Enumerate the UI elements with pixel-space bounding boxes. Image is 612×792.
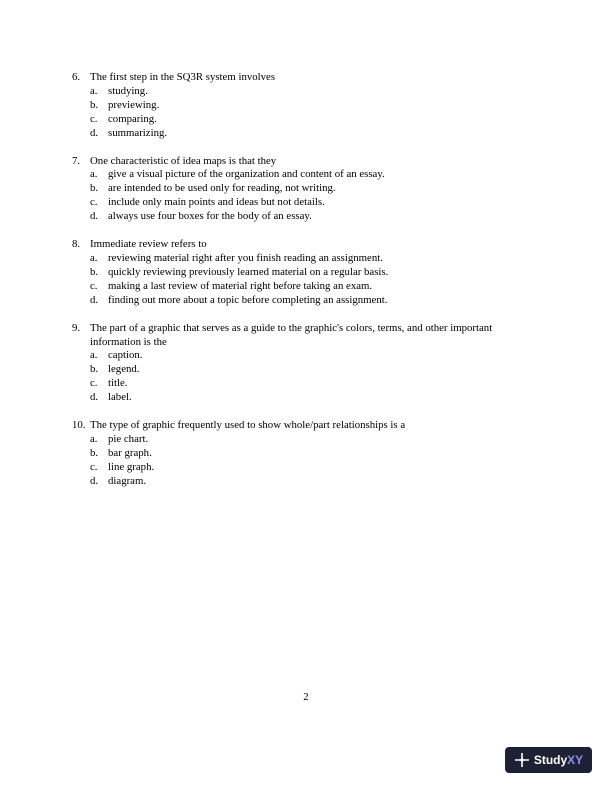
- option-letter: a.: [90, 349, 98, 362]
- option-text: are intended to be used only for reading, not writing.: [108, 182, 336, 195]
- question-7: [72, 155, 542, 225]
- option-text: reviewing material right after you finish reading an assignment.: [108, 251, 383, 264]
- option-text: previewing.: [108, 98, 160, 111]
- option-text: making a last review of material right before taking an exam.: [108, 279, 373, 292]
- answer-option: [72, 391, 542, 405]
- option-letter: d.: [90, 126, 99, 139]
- option-text: title.: [108, 377, 128, 390]
- option-text: pie chart.: [108, 432, 149, 445]
- page-number: 2: [303, 691, 309, 703]
- option-letter: d.: [90, 474, 99, 487]
- option-letter: b.: [90, 446, 99, 459]
- answer-option: [72, 447, 542, 461]
- answer-option: [72, 85, 542, 99]
- question-text: Immediate review refers to: [90, 238, 207, 251]
- option-letter: c.: [90, 196, 98, 209]
- plus-sparkle-icon: [514, 752, 530, 768]
- answer-option: [72, 377, 542, 391]
- option-letter: c.: [90, 112, 98, 125]
- question-text: The type of graphic frequently used to show whole/part relationships is a: [90, 419, 406, 432]
- studyxy-badge[interactable]: [505, 747, 592, 773]
- answer-option: [72, 280, 542, 294]
- answer-option: [72, 99, 542, 113]
- option-letter: b.: [90, 265, 99, 278]
- option-text: summarizing.: [108, 126, 168, 139]
- question-text: One characteristic of idea maps is that they: [90, 154, 277, 167]
- question-10: [72, 419, 542, 489]
- option-text: label.: [108, 391, 132, 404]
- option-letter: d.: [90, 391, 99, 404]
- option-letter: b.: [90, 363, 99, 376]
- option-text: legend.: [108, 363, 140, 376]
- option-letter: c.: [90, 377, 98, 390]
- question-8: [72, 238, 542, 308]
- question-stem: [72, 238, 542, 252]
- question-number: 6.: [72, 71, 81, 83]
- answer-option: [72, 168, 542, 182]
- answer-option: [72, 182, 542, 196]
- option-text: finding out more about a topic before completing an assignment.: [108, 293, 388, 306]
- option-text: include only main points and ideas but not details.: [108, 196, 325, 209]
- answer-option: [72, 266, 542, 280]
- answer-option: [72, 461, 542, 475]
- option-text: caption.: [108, 349, 143, 362]
- option-letter: d.: [90, 293, 99, 306]
- option-text: comparing.: [108, 112, 157, 125]
- option-text: diagram.: [108, 474, 147, 487]
- answer-option: [72, 363, 542, 377]
- question-9: [72, 322, 542, 405]
- option-letter: b.: [90, 182, 99, 195]
- question-number: 10.: [72, 419, 86, 432]
- option-text: always use four boxes for the body of an essay.: [108, 210, 312, 223]
- option-text: give a visual picture of the organization and content of an essay.: [108, 168, 385, 181]
- answer-option: [72, 475, 542, 489]
- question-number: 7.: [72, 154, 81, 167]
- answer-option: [72, 433, 542, 447]
- question-stem: [72, 155, 542, 169]
- option-letter: a.: [90, 251, 98, 264]
- option-text: studying.: [108, 84, 148, 97]
- question-stem: [72, 322, 542, 350]
- brand-accent: XY: [567, 753, 584, 767]
- question-stem: [72, 71, 542, 85]
- answer-option: [72, 294, 542, 308]
- question-number: 9.: [72, 321, 81, 334]
- option-letter: a.: [90, 432, 98, 445]
- option-text: bar graph.: [108, 446, 152, 459]
- option-text: quickly reviewing previously learned material on a regular basis.: [108, 265, 389, 278]
- option-letter: b.: [90, 98, 99, 111]
- question-text: The first step in the SQ3R system involves: [90, 71, 276, 83]
- option-letter: a.: [90, 84, 98, 97]
- answer-option: [72, 210, 542, 224]
- option-letter: c.: [90, 460, 98, 473]
- question-6: [72, 71, 542, 141]
- question-text: The part of a graphic that serves as a guide to the graphic's colors, terms, and other important information is the: [90, 321, 493, 348]
- question-stem: [72, 419, 542, 433]
- question-number: 8.: [72, 238, 81, 251]
- option-letter: c.: [90, 279, 98, 292]
- brand-name: Study: [533, 753, 568, 767]
- option-letter: d.: [90, 210, 99, 223]
- question-list: [72, 71, 542, 503]
- answer-option: [72, 196, 542, 210]
- answer-option: [72, 113, 542, 127]
- answer-option: [72, 127, 542, 141]
- option-letter: a.: [90, 168, 98, 181]
- option-text: line graph.: [108, 460, 155, 473]
- answer-option: [72, 349, 542, 363]
- answer-option: [72, 252, 542, 266]
